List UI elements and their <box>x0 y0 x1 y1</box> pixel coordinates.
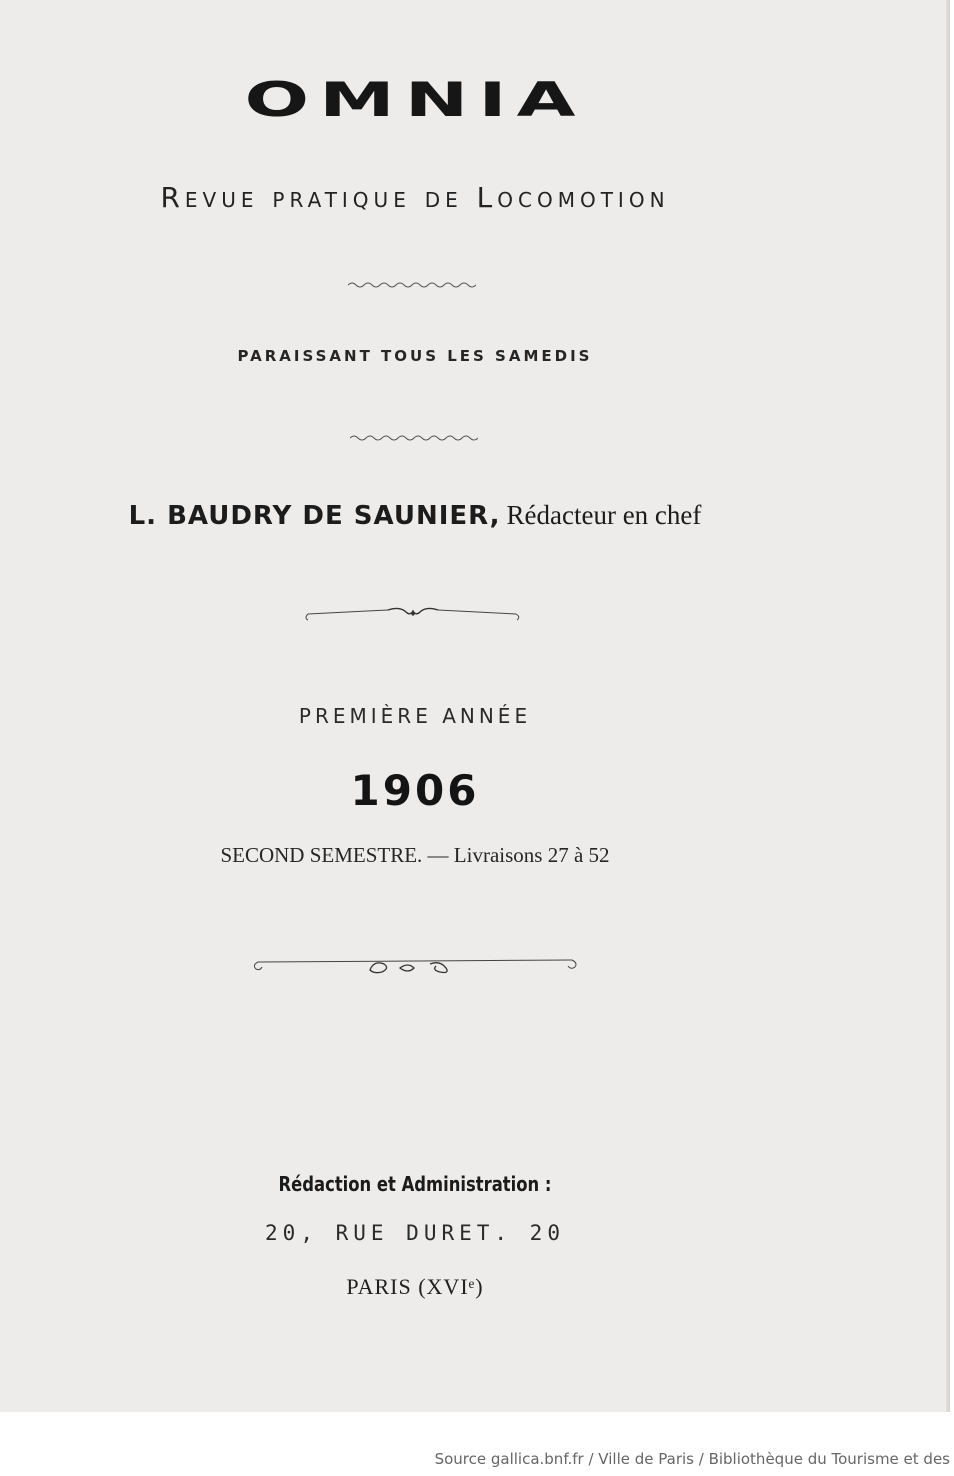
city: PARIS (XVIᵉ) <box>346 1274 484 1299</box>
editor-role: Rédacteur en chef <box>506 500 702 530</box>
year: 1906 <box>350 766 480 815</box>
flourish-divider-top <box>302 600 524 624</box>
editor-line <box>20 500 810 531</box>
semester-line: SECOND SEMESTRE. — Livraisons 27 à 52 <box>220 843 610 867</box>
year-label: PREMIÈRE ANNÉE <box>298 704 532 728</box>
source-attribution: Source gallica.bnf.fr / Ville de Paris / Bibliothèque du Tourisme et des <box>434 1450 950 1468</box>
page-edge <box>946 0 950 1412</box>
street-address: 20, RUE DURET. 20 <box>265 1221 565 1245</box>
publication-frequency: PARAISSANT TOUS LES SAMEDIS <box>237 347 593 365</box>
editor-name: L. BAUDRY DE SAUNIER, <box>128 501 501 531</box>
journal-title: OMNIA <box>244 71 586 128</box>
administration-label: Rédaction et Administration : <box>278 1172 552 1196</box>
wavy-rule-middle <box>350 433 478 443</box>
journal-subtitle: Revue pratique de Locomotion <box>160 181 670 214</box>
flourish-divider-bottom <box>250 950 580 980</box>
wavy-rule-top <box>348 280 476 290</box>
